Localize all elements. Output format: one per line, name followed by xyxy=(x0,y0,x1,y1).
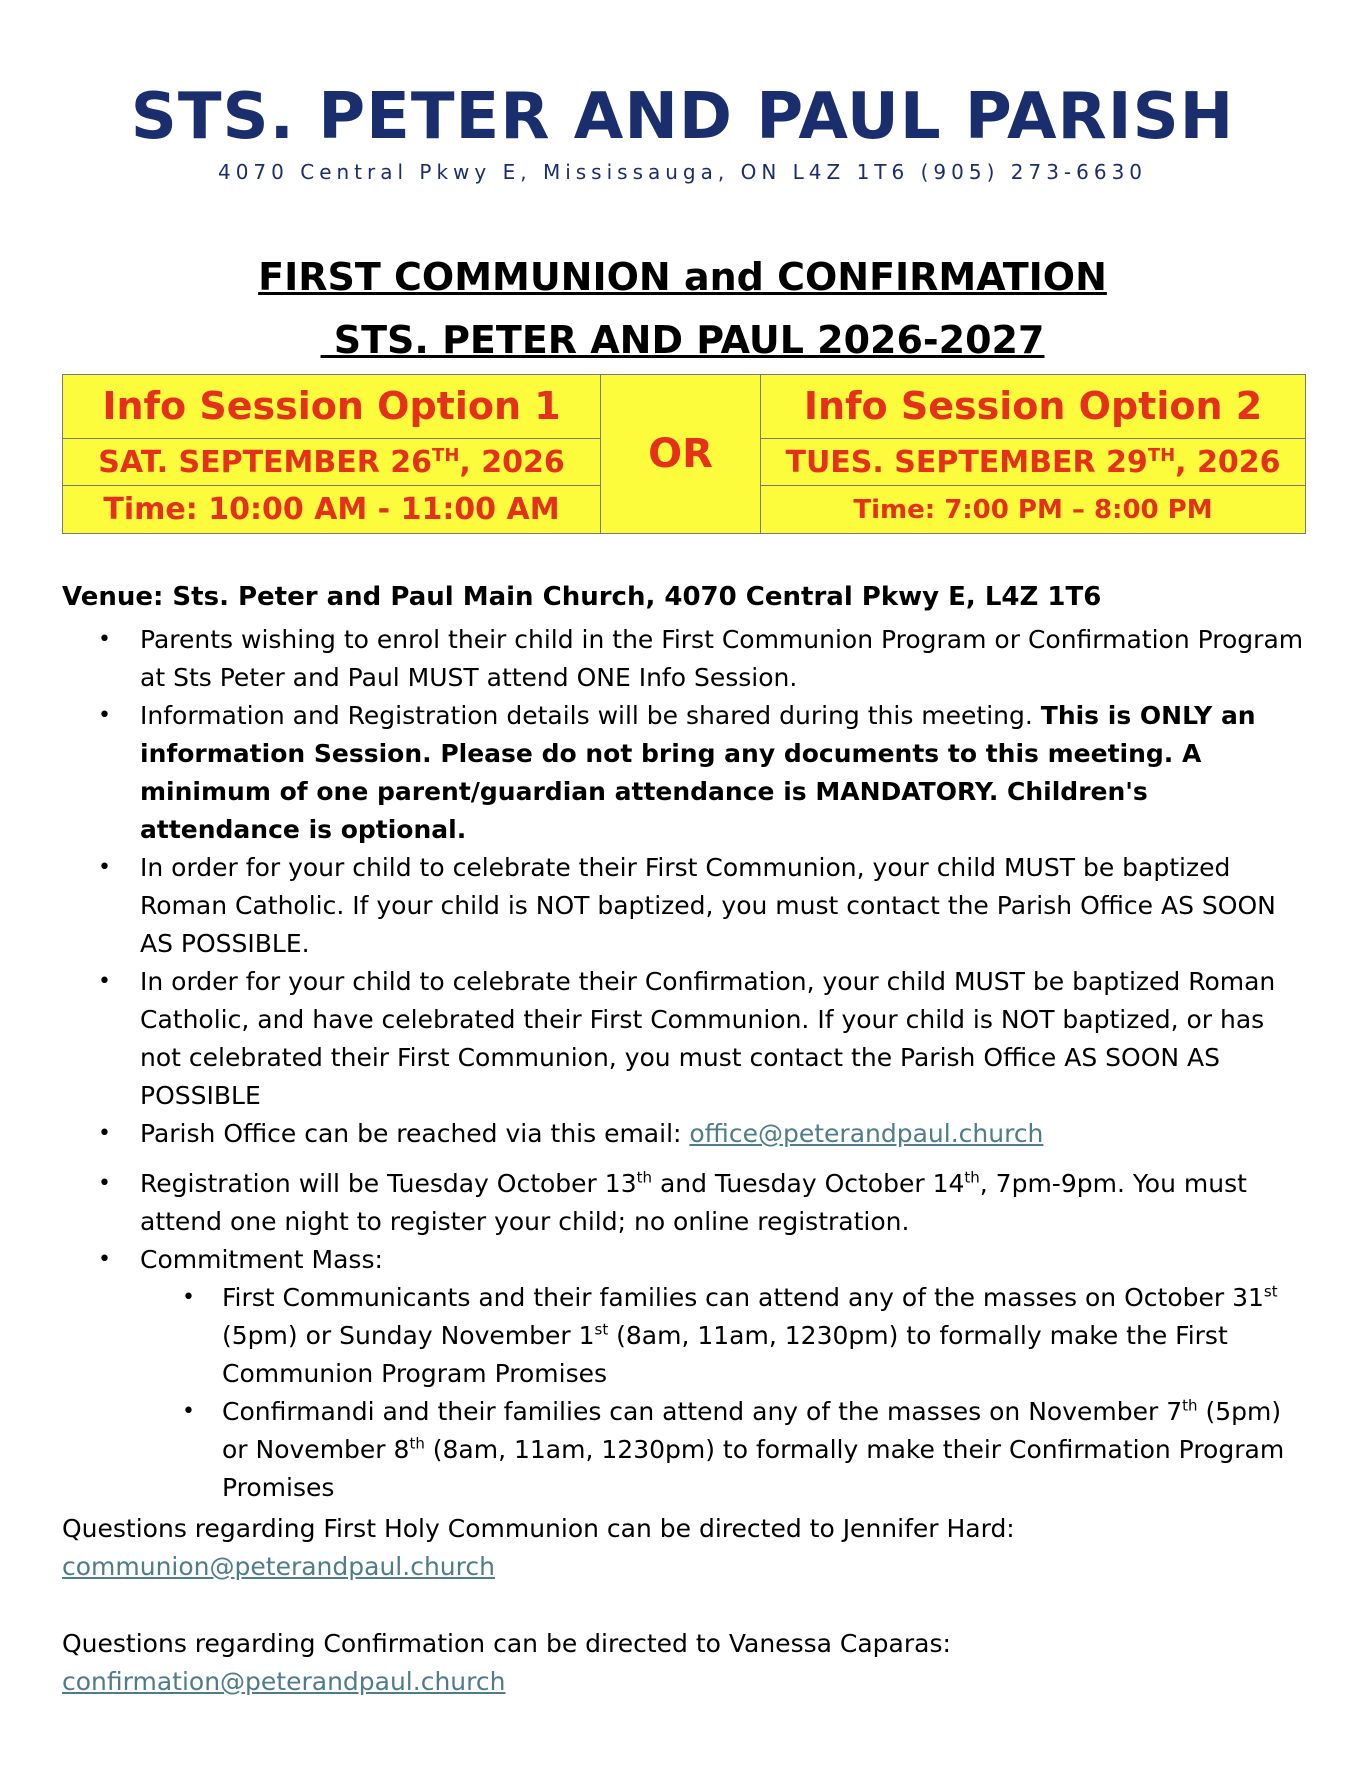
sub-1-text-b: (5pm) or Sunday November 1 xyxy=(222,1321,595,1350)
bullet-6-text-b: and Tuesday October 14 xyxy=(652,1169,965,1198)
option2-date xyxy=(761,438,1306,486)
option2-date-prefix: TUES. SEPTEMBER 29 xyxy=(785,444,1148,480)
bullet-parish-office-email xyxy=(62,1115,1312,1153)
parish-address: 4070 Central Pkwy E, Mississauga, ON L4Z 1T6 (905) 273-6630 xyxy=(217,160,1148,184)
communion-email-link[interactable]: communion@peterandpaul.church xyxy=(62,1552,495,1581)
bullet-registration-details xyxy=(62,697,1312,849)
communion-contact-text: Questions regarding First Holy Communion can be directed to Jennifer Hard: xyxy=(62,1514,1015,1543)
option2-date-suffix: , 2026 xyxy=(1175,444,1281,480)
sub-2-text-b: (5pm) or November 8 xyxy=(222,1397,1282,1464)
venue-line: Venue: Sts. Peter and Paul Main Church, 4070 Central Pkwy E, L4Z 1T6 xyxy=(62,582,1102,612)
sub-2-sup-1: th xyxy=(1182,1396,1198,1415)
bullet-confirmation-baptism xyxy=(62,963,1312,1115)
bullet-7-text: Commitment Mass: xyxy=(140,1245,383,1274)
office-email-link[interactable]: office@peterandpaul.church xyxy=(689,1119,1044,1148)
option1-date xyxy=(63,438,601,486)
bullet-first-communion-baptism xyxy=(62,849,1312,963)
bullet-1-text: Parents wishing to enrol their child in the First Communion Program or Confirmation Program at Sts Peter and Paul MUST attend ONE Info Session. xyxy=(140,625,1304,692)
parish-name: STS. PETER AND PAUL PARISH xyxy=(130,80,1235,154)
option1-heading: Info Session Option 1 xyxy=(63,375,601,439)
bullet-registration-dates xyxy=(62,1165,1312,1241)
bullet-2-bold: This is ONLY an information Session. Please do not bring any documents to this meeting. A minimum of one parent/guardian attendance is MANDATORY. Children's attendance is optional. xyxy=(140,701,1256,844)
bullet-2-text: Information and Registration details will be shared during this meeting. xyxy=(140,701,1041,730)
sub-bullet-confirmandi xyxy=(140,1393,1312,1507)
communion-contact xyxy=(62,1510,1312,1586)
document-title-line2: STS. PETER AND PAUL 2026-2027 xyxy=(320,318,1045,362)
sub-1-text-a: First Communicants and their families can attend any of the masses on October 31 xyxy=(222,1283,1264,1312)
option1-date-sup: TH xyxy=(432,444,460,466)
bullet-6-sup-2: th xyxy=(964,1168,980,1187)
sub-bullet-first-communicants xyxy=(140,1279,1312,1393)
commitment-mass-sublist xyxy=(140,1279,1312,1507)
document-title-line1: FIRST COMMUNION and CONFIRMATION xyxy=(258,255,1107,299)
sub-2-text-a: Confirmandi and their families can attend any of the masses on November 7 xyxy=(222,1397,1183,1426)
bullet-info-session-required xyxy=(62,621,1312,697)
or-label: OR xyxy=(601,375,761,534)
bullet-commitment-mass xyxy=(62,1241,1312,1507)
bullet-6-sup-1: th xyxy=(636,1168,652,1187)
bullet-6-text-a: Registration will be Tuesday October 13 xyxy=(140,1169,637,1198)
bullet-6-text-c: , 7pm-9pm. You must attend one night to register your child; no online registration. xyxy=(140,1169,1247,1236)
sub-2-sup-2: th xyxy=(409,1434,425,1453)
bullet-5-text: Parish Office can be reached via this email: xyxy=(140,1119,690,1148)
sub-2-text-c: (8am, 11am, 1230pm) to formally make their Confirmation Program Promises xyxy=(222,1435,1285,1502)
option1-date-prefix: SAT. SEPTEMBER 26 xyxy=(98,444,433,480)
confirmation-contact xyxy=(62,1625,1312,1701)
option2-date-sup: TH xyxy=(1147,444,1176,466)
bullet-3-text: In order for your child to celebrate their First Communion, your child MUST be baptized Roman Catholic. If your child is NOT baptized, you must contact the Parish Office AS SOON AS POSSIBLE. xyxy=(140,853,1276,958)
confirmation-contact-text: Questions regarding Confirmation can be directed to Vanessa Caparas: xyxy=(62,1629,951,1658)
info-session-table xyxy=(62,374,1306,534)
info-bullet-list xyxy=(62,621,1312,1507)
bullet-4-text: In order for your child to celebrate their Confirmation, your child MUST be baptized Roman Catholic, and have celebrated their First Communion. If your child is NOT baptized, or has not celebrated their First Communion, you must contact the Parish Office AS SOON AS POSSIBLE xyxy=(140,967,1276,1110)
confirmation-email-link[interactable]: confirmation@peterandpaul.church xyxy=(62,1667,506,1696)
sub-1-text-c: (8am, 11am, 1230pm) to formally make the First Communion Program Promises xyxy=(222,1321,1228,1388)
sub-1-sup-2: st xyxy=(594,1320,609,1339)
option2-heading: Info Session Option 2 xyxy=(761,375,1306,439)
option1-date-suffix: , 2026 xyxy=(459,444,565,480)
option2-time: Time: 7:00 PM – 8:00 PM xyxy=(761,486,1306,534)
sub-1-sup-1: st xyxy=(1263,1282,1278,1301)
option1-time: Time: 10:00 AM - 11:00 AM xyxy=(63,486,601,534)
